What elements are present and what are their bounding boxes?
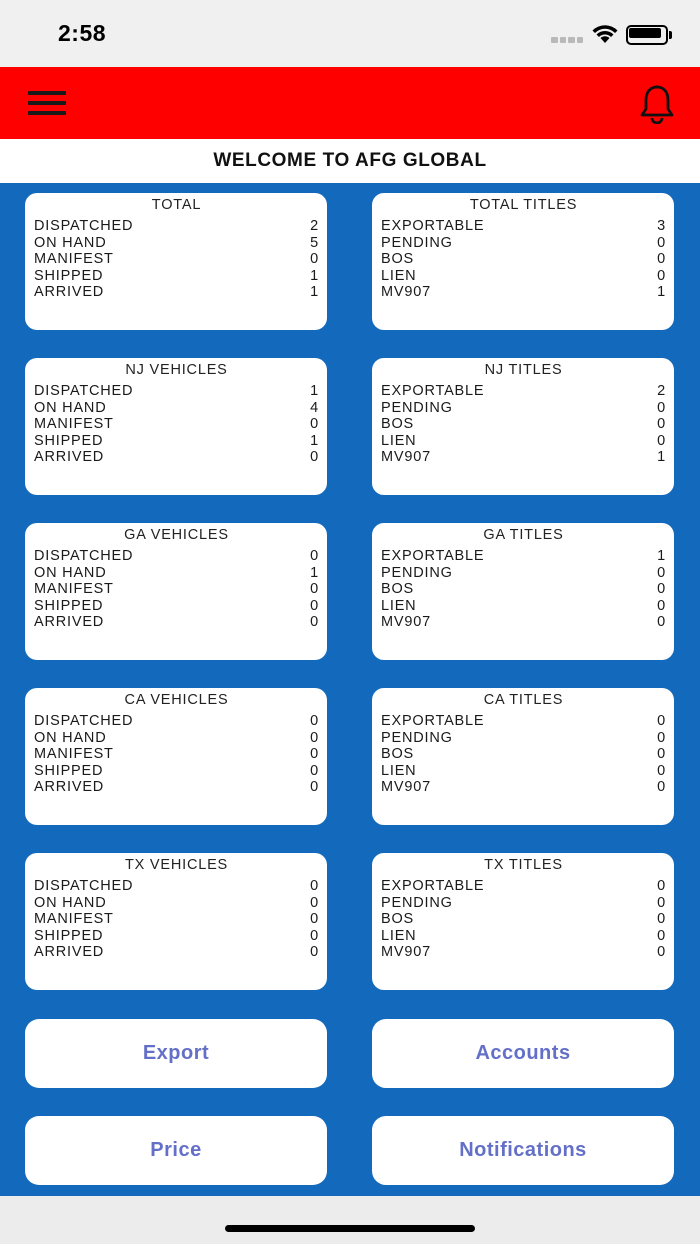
card-row: MANIFEST 0 <box>34 581 319 598</box>
card-row: SHIPPED 1 <box>34 432 319 449</box>
card-row: SHIPPED 0 <box>34 927 319 944</box>
card-title: TX TITLES <box>484 857 563 873</box>
card-title: NJ TITLES <box>484 362 563 378</box>
top-nav-bar <box>0 67 700 139</box>
card-row: MANIFEST 0 <box>34 746 319 763</box>
card-row: DISPATCHED 0 <box>34 713 319 729</box>
card-row: PENDING 0 <box>381 729 666 746</box>
card-row: ARRIVED 1 <box>34 284 319 301</box>
card-row: EXPORTABLE 0 <box>381 713 666 729</box>
card-title: NJ VEHICLES <box>125 362 228 378</box>
card-row: ARRIVED 0 <box>34 944 319 961</box>
card-row: MV907 0 <box>381 944 666 961</box>
card-row: EXPORTABLE 1 <box>381 548 666 564</box>
card-title: CA TITLES <box>483 692 564 708</box>
card-title: GA VEHICLES <box>124 527 229 543</box>
battery-icon <box>626 25 672 45</box>
card-row: MV907 0 <box>381 779 666 796</box>
accounts-button[interactable]: Accounts <box>372 1019 674 1088</box>
welcome-banner: WELCOME TO AFG GLOBAL <box>0 139 700 183</box>
nj-vehicles-card[interactable] <box>25 358 327 495</box>
card-row: ARRIVED 0 <box>34 449 319 466</box>
card-row: SHIPPED 0 <box>34 597 319 614</box>
card-title: TOTAL TITLES <box>469 197 578 213</box>
card-row: MANIFEST 0 <box>34 416 319 433</box>
card-row: ON HAND 4 <box>34 399 319 416</box>
card-row: LIEN 0 <box>381 432 666 449</box>
ga-titles-card[interactable] <box>372 523 674 660</box>
ca-vehicles-card[interactable] <box>25 688 327 825</box>
card-row: DISPATCHED 0 <box>34 878 319 894</box>
card-row: MANIFEST 0 <box>34 251 319 268</box>
wifi-icon <box>590 22 620 44</box>
bell-icon[interactable] <box>638 84 676 124</box>
card-row: LIEN 0 <box>381 267 666 284</box>
card-title: TX VEHICLES <box>124 857 229 873</box>
card-row: LIEN 0 <box>381 597 666 614</box>
status-time: 2:58 <box>58 20 107 46</box>
price-button[interactable]: Price <box>25 1116 327 1185</box>
card-row: ON HAND 0 <box>34 894 319 911</box>
cellular-signal-icon <box>551 37 583 43</box>
card-row: BOS 0 <box>381 251 666 268</box>
card-row: BOS 0 <box>381 416 666 433</box>
card-row: PENDING 0 <box>381 894 666 911</box>
dashboard-main <box>0 183 700 1196</box>
card-row: ON HAND 5 <box>34 234 319 251</box>
card-row: ARRIVED 0 <box>34 614 319 631</box>
notifications-button[interactable]: Notifications <box>372 1116 674 1185</box>
card-row: PENDING 0 <box>381 399 666 416</box>
card-row: MV907 1 <box>381 284 666 301</box>
ga-vehicles-card[interactable] <box>25 523 327 660</box>
card-row: BOS 0 <box>381 581 666 598</box>
card-row: DISPATCHED 2 <box>34 218 319 234</box>
card-row: SHIPPED 1 <box>34 267 319 284</box>
card-row: DISPATCHED 0 <box>34 548 319 564</box>
card-row: MV907 1 <box>381 449 666 466</box>
card-row: MV907 0 <box>381 614 666 631</box>
card-row: EXPORTABLE 3 <box>381 218 666 234</box>
card-row: MANIFEST 0 <box>34 911 319 928</box>
card-row: LIEN 0 <box>381 762 666 779</box>
card-row: BOS 0 <box>381 746 666 763</box>
card-title: CA VEHICLES <box>124 692 229 708</box>
card-row: ON HAND 1 <box>34 564 319 581</box>
hamburger-menu-icon[interactable] <box>28 91 66 115</box>
card-row: EXPORTABLE 2 <box>381 383 666 399</box>
card-row: PENDING 0 <box>381 234 666 251</box>
card-row: DISPATCHED 1 <box>34 383 319 399</box>
card-row: ON HAND 0 <box>34 729 319 746</box>
card-row: BOS 0 <box>381 911 666 928</box>
status-bar <box>0 0 700 67</box>
export-button[interactable]: Export <box>25 1019 327 1088</box>
tx-titles-card[interactable] <box>372 853 674 990</box>
tx-vehicles-card[interactable] <box>25 853 327 990</box>
total-vehicles-card[interactable] <box>25 193 327 330</box>
card-title: GA TITLES <box>483 527 564 543</box>
total-titles-card[interactable] <box>372 193 674 330</box>
card-row: PENDING 0 <box>381 564 666 581</box>
home-indicator[interactable] <box>225 1225 475 1232</box>
card-row: EXPORTABLE 0 <box>381 878 666 894</box>
home-indicator-area <box>0 1196 700 1244</box>
nj-titles-card[interactable] <box>372 358 674 495</box>
card-row: LIEN 0 <box>381 927 666 944</box>
card-row: ARRIVED 0 <box>34 779 319 796</box>
card-row: SHIPPED 0 <box>34 762 319 779</box>
ca-titles-card[interactable] <box>372 688 674 825</box>
card-title: TOTAL <box>151 197 202 213</box>
